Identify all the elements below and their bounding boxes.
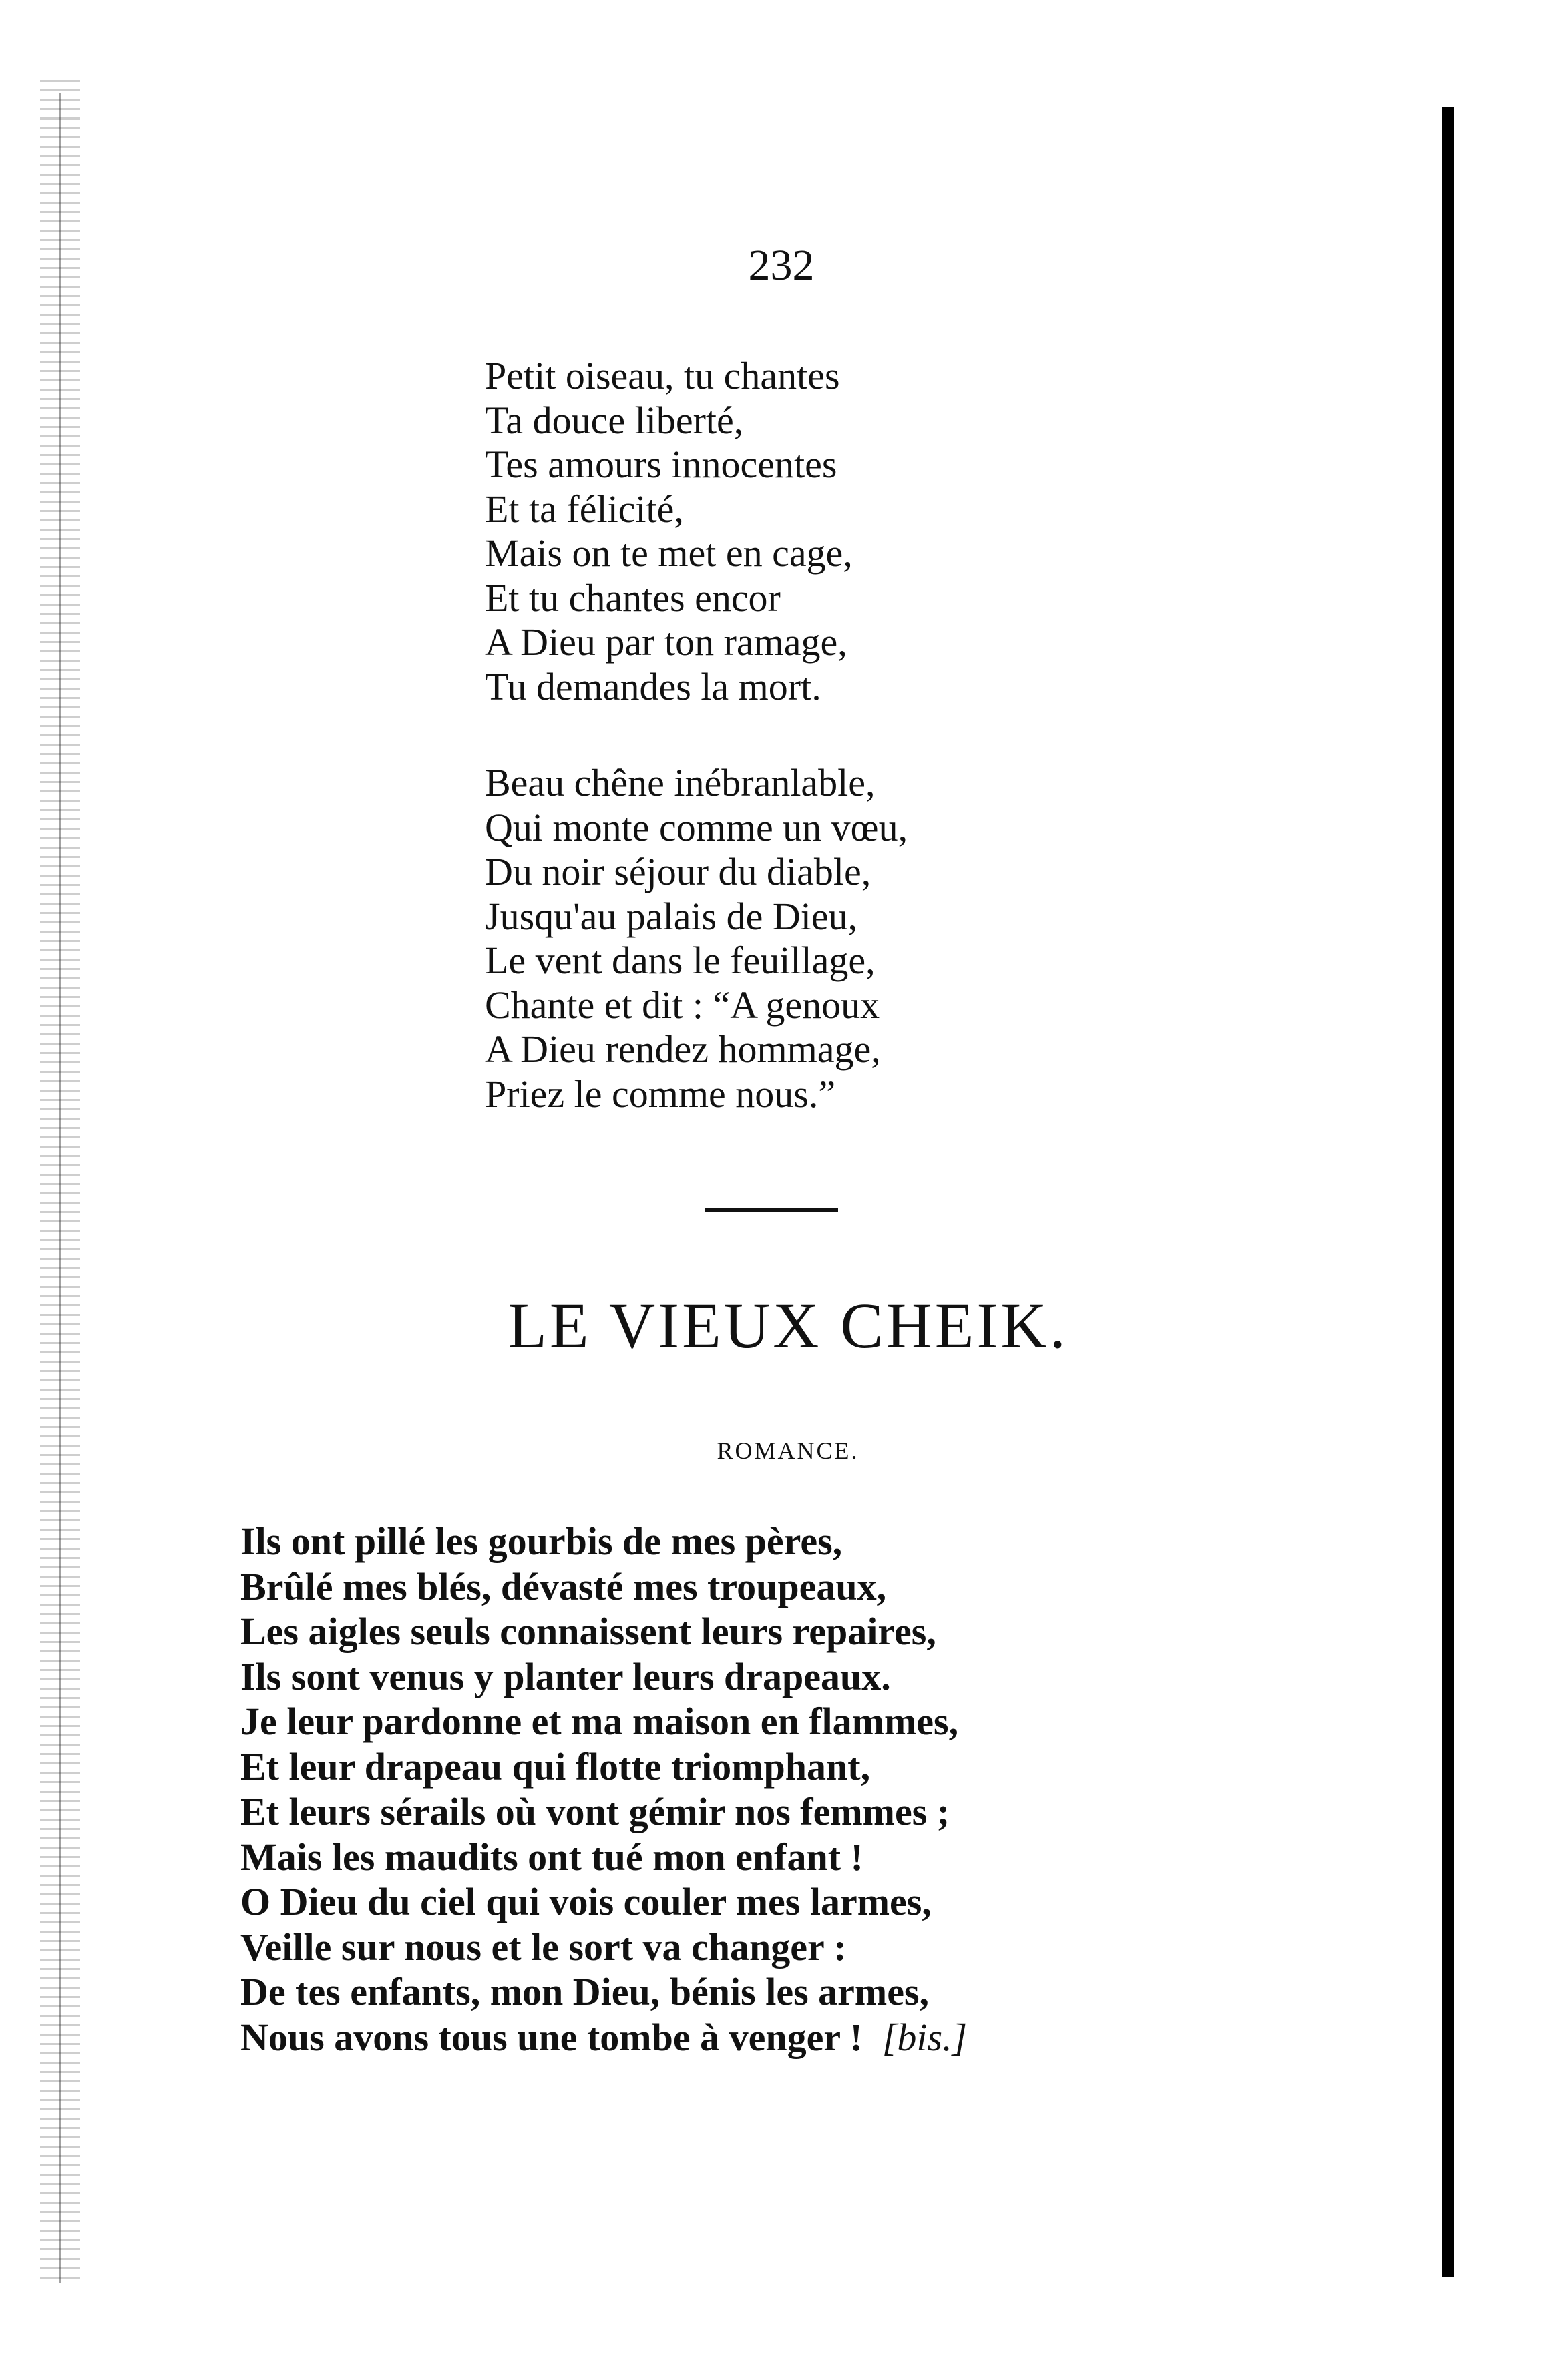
poem-line: Et tu chantes encor [485,575,781,620]
poem-line: Qui monte comme un vœu, [485,805,908,849]
poem-stanza-2 [485,761,908,1116]
section-divider [705,1208,838,1212]
poem-line: A Dieu par ton ramage, [485,620,847,664]
poem-line: Priez le comme nous.” [485,1072,836,1116]
song-line: Et leur drapeau qui flotte triomphant, [240,1744,871,1789]
poem-line: Mais on te met en cage, [485,531,853,575]
song-line: Et leurs sérails où vont gémir nos femmes ; [240,1790,950,1833]
song-subtitle: ROMANCE. [717,1437,859,1464]
scan-gutter-line [59,93,61,2283]
song-line: Brûlé mes blés, dévasté mes troupeaux, [240,1564,887,1608]
poem-line: Le vent dans le feuillage, [485,939,876,982]
song-last-line-text: Nous avons tous une tombe à venger ! [240,2015,863,2059]
poem-line: Chante et dit : “A genoux [485,983,880,1027]
poem-line: Beau chêne inébranlable, [485,761,876,804]
song-line: Veille sur nous et le sort va changer : [240,1925,847,1969]
song-line: O Dieu du ciel qui vois couler mes larmes, [240,1880,932,1923]
poem-line: Du noir séjour du diable, [485,850,871,893]
song-line: Mais les maudits ont tué mon enfant ! [240,1835,863,1879]
song-stanza [240,1519,967,2060]
song-line: Ils sont venus y planter leurs drapeaux. [240,1654,891,1698]
scan-edge-bar [1442,107,1454,2277]
song-title: LE VIEUX CHEIK. [508,1290,1069,1361]
song-line: De tes enfants, mon Dieu, bénis les armes, [240,1970,930,2013]
poem-line: Tu demandes la mort. [485,664,821,708]
song-last-line [240,2015,967,2060]
poem-stanza-1 [485,354,853,709]
poem-line: Petit oiseau, tu chantes [485,354,840,397]
poem-line: Tes amours innocentes [485,443,837,486]
poem-line: Jusqu'au palais de Dieu, [485,894,858,938]
poem-line: A Dieu rendez hommage, [485,1027,881,1071]
poem-line: Ta douce liberté, [485,398,744,442]
refrain-mark: [bis.] [882,2015,968,2059]
song-line: Ils ont pillé les gourbis de mes pères, [240,1519,843,1563]
song-line: Je leur pardonne et ma maison en flammes, [240,1700,959,1743]
poem-line: Et ta félicité, [485,487,684,531]
song-line: Les aigles seuls connaissent leurs repaires, [240,1610,936,1653]
page-number: 232 [748,241,815,290]
